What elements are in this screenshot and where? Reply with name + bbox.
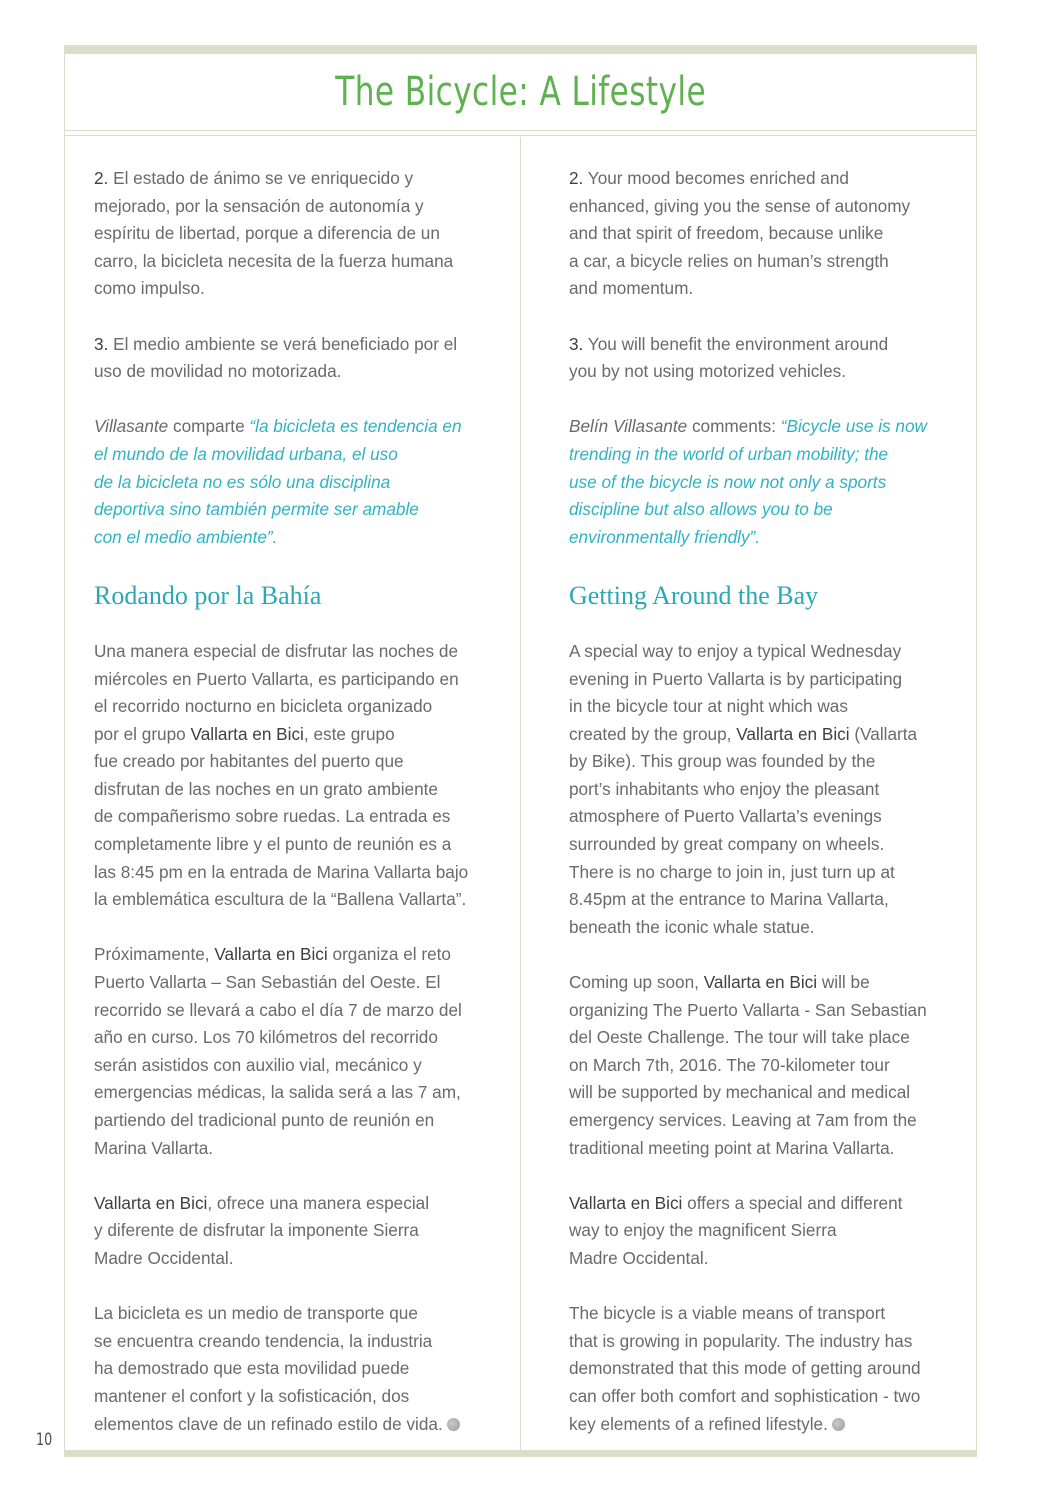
paragraph-es-3: Vallarta en Bici, ofrece una manera especial y diferente de disfrutar la imponente Sierra Madre Occidental. xyxy=(94,1192,430,1268)
group-name: Vallarta en Bici xyxy=(214,944,328,965)
group-name: Vallarta en Bici xyxy=(736,723,850,744)
paragraph-en-2: Coming up soon, Vallarta en Bici will be organizing The Puerto Vallarta - San Sebastian del Oeste Challenge. The tour will take place on March 7th, 2016. The 70-kilometer tour will be supported by mechanical and medical emergency services. Leaving at 7am from the traditional meeting point at Marina Vallarta. xyxy=(569,972,927,1158)
group-name: Vallarta en Bici xyxy=(569,1192,683,1213)
section-heading-en: Getting Around the Bay xyxy=(569,580,819,610)
paragraph-es-2: Próximamente, Vallarta en Bici organiza el reto Puerto Vallarta – San Sebastián del Oeste. El recorrido se llevará a cabo el día 7 de marzo del año en curso. Los 70 kilómetros del recorrido serán asistidos con auxilio vial, mecánico y emergencias médicas, la salida será a las 7 am, partiendo del tradicional punto de reunión en Marina Vallarta. xyxy=(94,944,462,1158)
bicycle-wheel-end-icon xyxy=(832,1418,845,1431)
bottom-accent-band xyxy=(64,1450,977,1457)
paragraph-es-1: Una manera especial de disfrutar las noches de miércoles en Puerto Vallarta, es participando en el recorrido nocturno en bicicleta organizado por el grupo Vallarta en Bici, este grupo fue creado por habitantes del puerto que disfrutan de las noches en un grato ambiente de compañerismo sobre ruedas. La entrada es completamente libre y el punto de reunión es a las 8:45 pm en la entrada de Marina Vallarta bajo la emblemática escultura de la “Ballena Vallarta”. xyxy=(94,640,469,910)
page-title: The Bicycle: A Lifestyle xyxy=(335,69,706,115)
english-column xyxy=(569,165,954,1466)
quote-en: Belín Villasante comments: “Bicycle use is now trending in the world of urban mobility; the use of the bicycle is now not only a sports discipline but also allows you to be environmentally friendly”. xyxy=(569,416,927,547)
paragraph-en-4: The bicycle is a viable means of transport that is growing in popularity. The industry has demonstrated that this mode of getting around can offer both comfort and sophistication - two key elements of a refined lifestyle. xyxy=(569,1303,921,1434)
title-rule-lower xyxy=(65,135,976,136)
quote-author: Belín Villasante xyxy=(569,416,688,437)
point-2-en: 2. Your mood becomes enriched and enhanced, giving you the sense of autonomy and that spirit of freedom, because unlike a car, a bicycle relies on human’s strength and momentum. xyxy=(569,168,911,299)
point-3-es: 3. El medio ambiente se verá beneficiado por el uso de movilidad no motorizada. xyxy=(94,333,458,382)
group-name: Vallarta en Bici xyxy=(190,723,304,744)
top-accent-band xyxy=(64,45,977,54)
group-name: Vallarta en Bici xyxy=(703,972,818,993)
title-rule-upper xyxy=(65,130,976,131)
column-divider xyxy=(520,137,521,1451)
bicycle-wheel-end-icon xyxy=(447,1418,460,1431)
point-number: 2. xyxy=(569,168,584,188)
point-number: 2. xyxy=(94,168,109,188)
paragraph-en-3: Vallarta en Bici offers a special and different way to enjoy the magnificent Sierra Madre Occidental. xyxy=(569,1192,903,1268)
point-3-en: 3. You will benefit the environment around you by not using motorized vehicles. xyxy=(569,333,889,382)
point-number: 3. xyxy=(569,333,584,354)
section-heading-es: Rodando por la Bahía xyxy=(94,580,322,610)
page-number: 10 xyxy=(36,1430,53,1450)
quote-author: Villasante xyxy=(94,416,169,437)
point-number: 3. xyxy=(94,333,109,354)
paragraph-en-1: A special way to enjoy a typical Wednesday evening in Puerto Vallarta is by participating in the bicycle tour at night which was created by the group, Vallarta en Bici (Vallarta by Bike). This group was founded by the port’s inhabitants who enjoy the pleasant atmosphere of Puerto Vallarta’s evenings surrounded by great company on wheels. There is no charge to join in, just turn up at 8.45pm at the entrance to Marina Vallarta, beneath the iconic whale statue. xyxy=(569,640,918,937)
quote-es: Villasante comparte “la bicicleta es tendencia en el mundo de la movilidad urbana, el uso de la bicicleta no es sólo una disciplina deportiva sino también permite ser amable con el medio ambiente”. xyxy=(94,416,462,547)
title-area xyxy=(65,54,976,130)
group-name: Vallarta en Bici xyxy=(94,1192,208,1213)
spanish-column xyxy=(94,165,479,1466)
paragraph-es-4: La bicicleta es un medio de transporte que se encuentra creando tendencia, la industria ha demostrado que esta movilidad puede mantener el confort y la sofisticación, dos elementos clave de un refinado estilo de vida. xyxy=(94,1300,479,1438)
point-2-es: 2. El estado de ánimo se ve enriquecido y mejorado, por la sensación de autonomía y espíritu de libertad, porque a diferencia de un carro, la bicicleta necesita de la fuerza humana como impulso. xyxy=(94,168,454,299)
